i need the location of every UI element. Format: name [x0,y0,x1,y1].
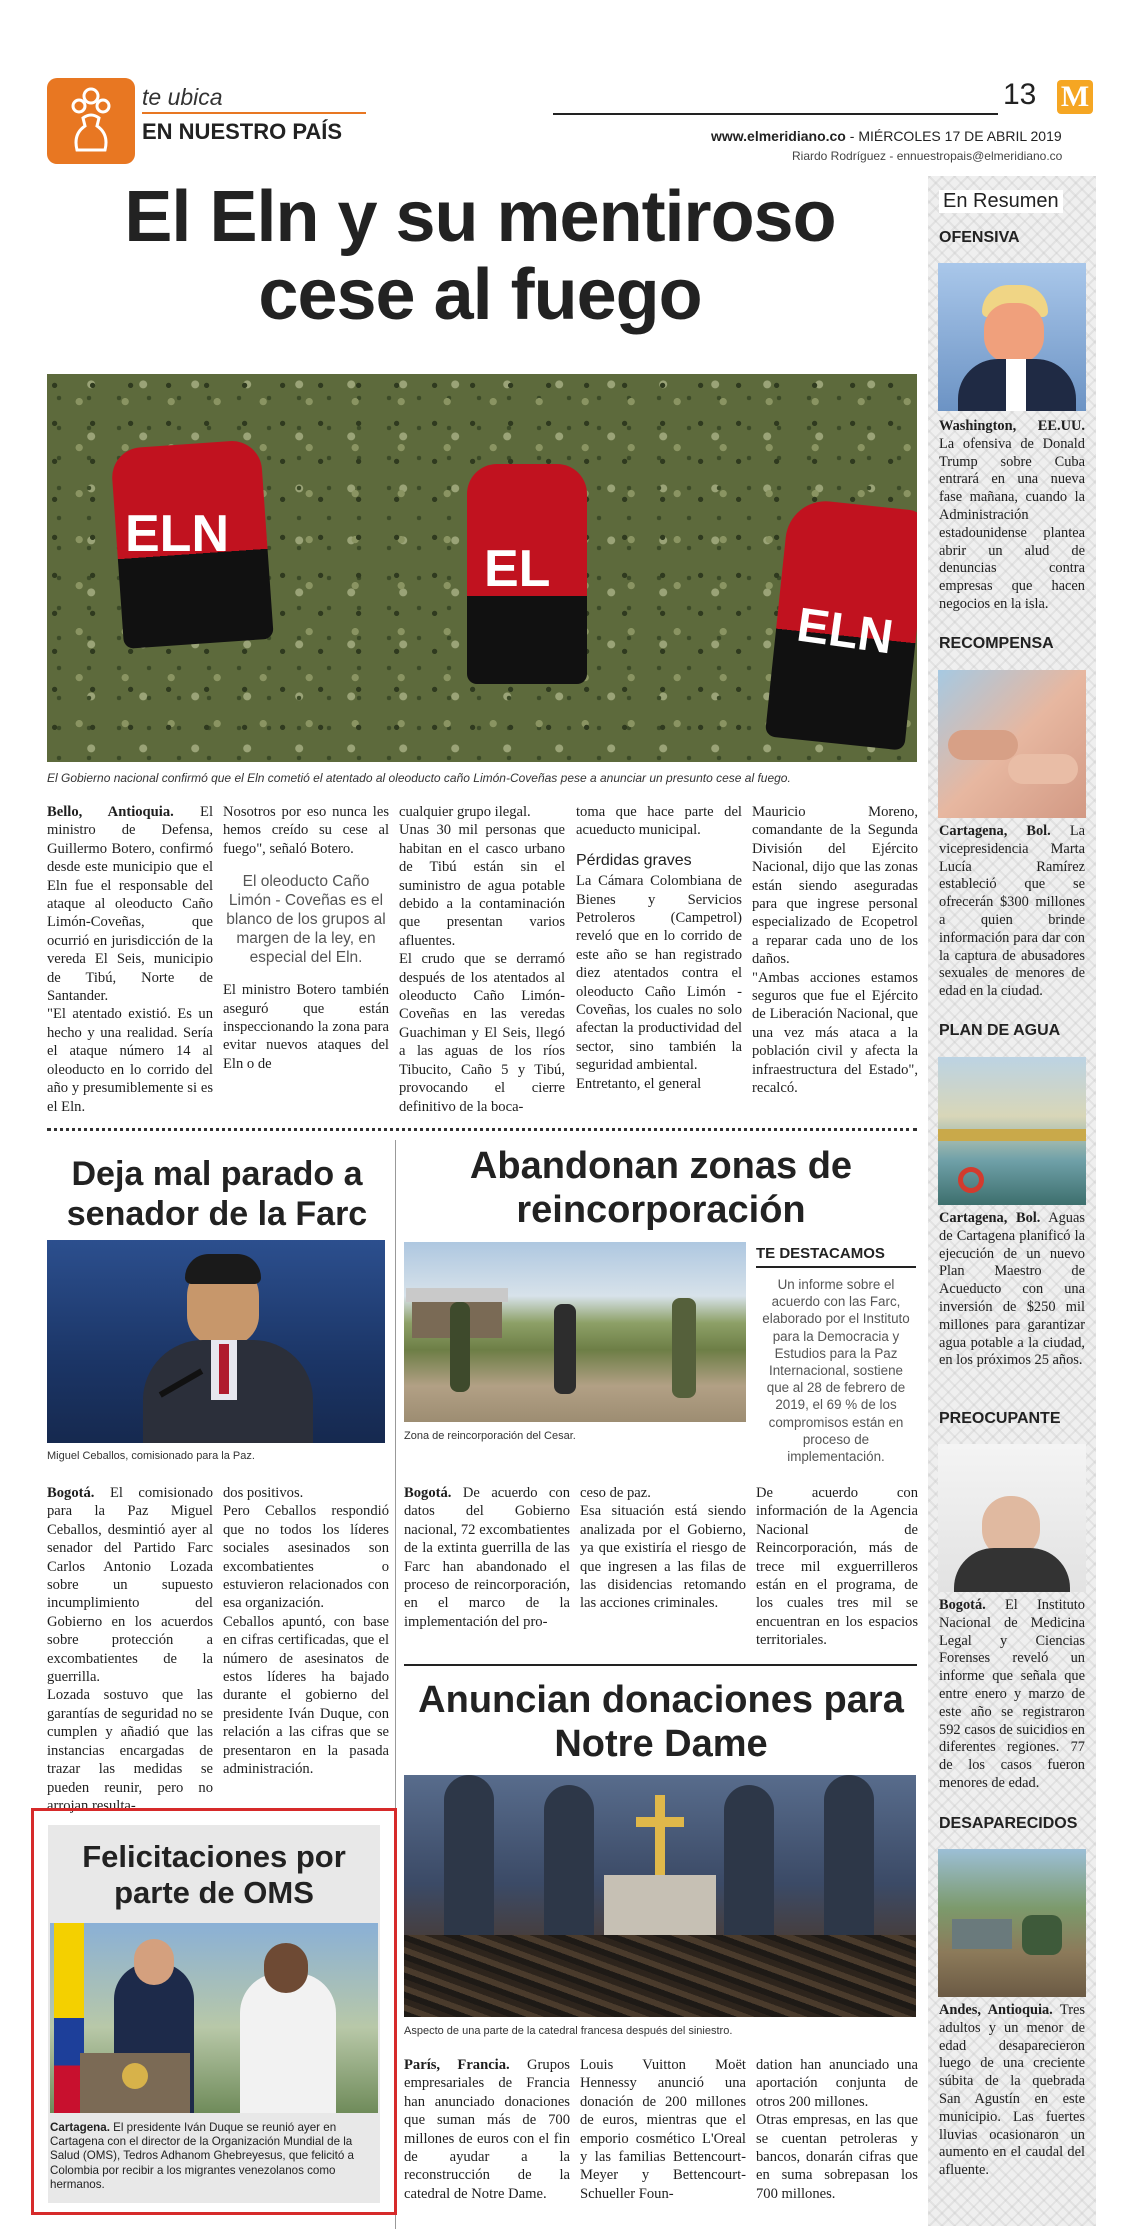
destacamos-title: TE DESTACAMOS [756,1245,885,1262]
duque-head [134,1939,174,1985]
sidebar-heading-ofensiva: OFENSIVA [939,229,1020,246]
trump-face [984,303,1044,363]
main-col-4-p3: Entretanto, el general [576,1075,702,1092]
senador-col-2-p1: dos positivos. [223,1485,304,1501]
sidebar-photo-trump [938,263,1086,411]
main-col-3-p1: cualquier grupo ilegal. [399,804,531,820]
sidebar-text-plan-agua [939,1210,1085,1370]
notre-photo-caption: Aspecto de una parte de la catedral francesa después del siniestro. [404,2025,733,2037]
section-title: EN NUESTRO PAÍS [142,119,343,144]
sidebar-photo-despair [938,1444,1086,1592]
notre-headline: Anuncian donaciones para Notre Dame [418,1679,904,1765]
sidebar-text-desaparecidos [939,2002,1085,2180]
main-col-2-p1: Nosotros por eso nunca les hemos creído su cese al fuego", señaló Botero. [223,804,389,857]
oms-box [31,1808,397,2215]
sidebar-photo-flood [938,1849,1086,1997]
debris [404,1935,916,2017]
main-photo [47,374,917,762]
podium-seal [122,2063,148,2089]
senador-dateline: Bogotá. [47,1485,95,1501]
sidebar-heading-preocupante: PREOCUPANTE [939,1410,1061,1427]
vase-icon [47,78,135,164]
rescuers [1022,1915,1062,1955]
notre-col-1 [404,2056,570,2203]
section-divider [142,112,366,114]
sidebar-photo-water [938,1057,1086,1205]
oms-dateline: Cartagena. [50,2121,110,2134]
main-col-3-p3: El crudo que se derramó después de los atentados al oleoducto Caño Limón-Coveñas en las veredas Guachiman y El Seis, llegó a las aguas de los ríos Tibucito, Caño 5 y Tibú, provocando el cierre definitivo de la boca- [399,951,565,1115]
main-col-3-p2: Unas 30 mil personas que habitan en el casco urbano de Tibú están sin el suministro de agua potable debido a la contaminación que presentan varios afluentes. [399,822,565,949]
main-photo-caption: El Gobierno nacional confirmó que el Eln cometió el atentado al oleoducto caño Limón-Coveñas pese a anunciar un presunto cese al fuego. [47,771,791,785]
zonas-col-2-p1: ceso de paz. [580,1485,651,1501]
notre-col-1-p1 [404,2056,570,2203]
notre-photo [404,1775,916,2017]
section-divider-1 [47,1128,917,1131]
pipe [938,1129,1086,1141]
sidebar-title: En Resumen [939,190,1063,213]
main-headline [40,178,920,334]
sidebar-text-ofensiva [939,418,1085,614]
sidebar-dateline-recompensa: Cartagena, Bol. [939,823,1051,839]
sidebar-body-recompensa: La vicepresidencia Marta Lucía Ramírez estableció que se ofrecerán $300 millones a quien brinde información para dar con la captura de abusadores sexuales de menores de edad en la ciudad. [939,823,1085,1000]
senador-col-1-p2: Lozada sostuvo que las garantías de seguridad no se cumplen y añadió que las instancias encargadas de trazar las medidas se pueden reunir, pero no arrojan resulta- [47,1687,213,1814]
main-col-4-p2: La Cámara Colombiana de Bienes y Servicios Petroleros (Campetrol) reveló que en lo corrido de este año se han registrado diez atentados contra el oleoducto Caño Limón - Coveñas, los cuales no solo afectan la productividad del sector, sino también la seguridad ambiental. [576,873,742,1074]
person-3 [672,1298,696,1398]
notre-col-3 [756,2056,918,2203]
notre-col-3-p1: dation han anunciado una aportación conjunta de otros 200 millones. [756,2057,918,2110]
notre-col-3-p2: Otras empresas, en las que se cuentan petroleras y bancos, donarán cifras que en suma sobrepasan los 700 millones. [756,2112,918,2202]
sidebar-heading-desaparecidos: DESAPARECIDOS [939,1815,1078,1832]
rescue-truck [952,1919,1012,1949]
sidebar-text-preocupante [939,1597,1085,1793]
main-col-5 [752,803,918,1098]
speaker-hair [185,1254,261,1284]
main-col-2-p2: El ministro Botero también aseguró que están inspeccionando la zona para evitar nuevos ataques del Eln o de [223,982,389,1072]
senador-col-2-p3: Ceballos apuntó, con base en cifras certificadas, que el número de asesinatos de estos líderes ha bajado durante el gobierno del presidente Iván Duque, con relación a las cifras que se presentaron en la pasada administración. [223,1613,389,1778]
sidebar-heading-recompensa: RECOMPENSA [939,635,1054,652]
oms-caption-text: El presidente Iván Duque se reunió ayer en Cartagena con el director de la Organización Mundial de la Salud (OMS), Tedros Adhanom Ghebreyesus, que felicitó a Colombia por recibir a los migrantes venezolanos como hermanos. [50,2121,354,2191]
senador-headline: Deja mal parado a senador de la Farc [66,1155,368,1233]
senador-photo [47,1240,385,1443]
main-headline-line2: cese al fuego [258,255,702,335]
main-col-2 [223,803,389,1073]
despair-body [954,1548,1070,1592]
byline: Riardo Rodríguez - ennuestropais@elmeridiano.co [792,149,1063,163]
arch-right [824,1775,874,1955]
sidebar-dateline-ofensiva: Washington, EE.UU. [939,418,1085,434]
sidebar-dateline-plan-agua: Cartagena, Bol. [939,1210,1041,1226]
sidebar-body-plan-agua: Aguas de Cartagena planificó la ejecución de un nuevo Plan Maestro de Acueducto con una inversión de $250 mil millones para garantizar agua potable a la ciudad, en los próximos 25 años. [939,1210,1085,1369]
main-col-1 [47,803,213,1116]
page-number: 13 [1003,78,1037,111]
zonas-col-2 [580,1484,746,1613]
main-headline-line1: El Eln y su mentiroso [124,177,836,257]
section-kicker: te ubica [142,84,223,110]
zonas-headline: Abandonan zonas de reincorporación [469,1145,853,1231]
notre-col-2 [580,2056,746,2203]
destacamos-rule [756,1266,916,1268]
senador-col-2-p2: Pero Ceballos respondió que no todos los líderes sociales asesinados son excombatientes o estuvieron relacionados con esa organización. [223,1503,389,1612]
notre-col-1-text: Grupos empresariales de Francia han anunciado donaciones que suman más de 700 millones de euros con el fin de ayudar a la reconstrucción de la catedral de Notre Dame. [404,2057,570,2202]
hand-right [1008,754,1078,784]
altar-cross-horizontal [636,1817,684,1827]
section-divider-2 [404,1664,917,1666]
destacamos-text: Un informe sobre el acuerdo con las Farc, elaborado por el Instituto para la Democracia y Estudios para la Paz Internacional, sostiene que al 28 de febrero de 2019, el 69 % de los compromisos están en proceso de implementación. [762,1277,910,1465]
main-col-4-p1: toma que hace parte del acueducto municipal. [576,804,742,839]
issue-date: MIÉRCOLES 17 DE ABRIL 2019 [858,128,1062,144]
hand-left [948,730,1018,760]
altar [604,1875,716,1935]
header-dateline [711,128,1062,144]
section-logo [47,78,135,164]
main-col-5-p1: Mauricio Moreno, comandante de la Segunda División del Ejército Nacional, dijo que las zonas están siendo aseguradas para que ingrese personal especializado de Ecopetrol a reparar cada uno de los daños. [752,804,918,968]
sidebar-photo-hands [938,670,1086,818]
hut-roof [406,1288,508,1302]
altar-cross-vertical [655,1795,665,1875]
trump-shirt [1006,359,1026,411]
tedros-head [264,1943,308,1993]
sidebar-dateline-desaparecidos: Andes, Antioquia. [939,2002,1053,2018]
zonas-col-3-p1: De acuerdo con información de la Agencia Nacional de Reincorporación, más de trece mil exguerrilleros están en el programa, de los cuales tres mil se encuentran en los espacios territoriales. [756,1485,918,1649]
arch-center-left [544,1785,594,1955]
main-col-1-p2: "El atentado existió. Es un hecho y una realidad. Sería el ataque número 14 al oleoducto en lo corrido del año y presumiblemente si es el Eln. [47,1006,213,1115]
main-subhead: Pérdidas graves [576,851,692,869]
senador-col-1 [47,1484,213,1815]
main-col-5-p2: "Ambas acciones estamos seguros que fue el Ejército de Liberación Nacional, que una vez más ataca a la población civil y afecta la infraestructura del Estado", recalcó. [752,969,918,1097]
sidebar-body-desaparecidos: Tres adultos y un menor de edad desaparecieron luego de una creciente súbita de la quebrada San Agustín en este municipio. Las fuertes lluvias ocasionaron un aumento en el caudal del afluente. [939,2002,1085,2179]
senador-col-1-p1 [47,1484,213,1686]
person-1 [450,1302,470,1392]
sidebar-heading-plan-agua: PLAN DE AGUA [939,1022,1061,1039]
zonas-dateline: Bogotá. [404,1485,452,1501]
main-col-1-text: El ministro de Defensa, Guillermo Botero, confirmó desde este municipio que el Eln fue el responsable del ataque al oleoducto Caño Limón-Coveñas, que ocurrió en jurisdicción de la vereda El Seis, municipio de Tibú, Norte de Santander. [47,804,213,1005]
main-col-1-p1 [47,803,213,1005]
person-2 [554,1304,576,1394]
zonas-photo [404,1242,746,1422]
sidebar-text-recompensa [939,823,1085,1001]
tedros-figure [240,1973,336,2113]
zonas-col-1 [404,1484,570,1631]
zonas-col-1-text: De acuerdo con datos del Gobierno nacional, 72 excombatientes de la extinta guerrilla de las Farc han abandonado el proceso de reincorporación, en el marco de la implementación del pro- [404,1485,570,1630]
valve [958,1167,984,1193]
oms-headline: Felicitaciones por parte de OMS [82,1839,346,1910]
main-col-4 [576,803,742,1093]
zonas-photo-caption: Zona de reincorporación del Cesar. [404,1430,576,1442]
armband-right-label: ELN [793,598,897,665]
armband-left-label: ELN [125,505,229,563]
oms-caption [50,2121,378,2192]
notre-col-2-p1: Louis Vuitton Moët Hennessy anunció una donación de 200 millones de euros, mientras que el emporio cosmético L'Oreal y las familias Bettencourt-Meyer y Bettencourt-Schueller Foun- [580,2057,746,2202]
oms-photo [50,1923,378,2113]
arch-center-right [724,1785,774,1955]
sidebar-dateline-preocupante: Bogotá. [939,1597,986,1613]
brand-logo: M [1057,80,1093,114]
zonas-col-3 [756,1484,918,1650]
armband-center-label: EL [484,540,551,598]
speaker-tie [219,1344,229,1394]
sidebar-body-ofensiva: La ofensiva de Donald Trump sobre Cuba entrará en una nueva fase mañana, cuando la Administración estadounidense plantea abrir un alud de denuncias contra empresas que hacen negocios en la isla. [939,435,1085,612]
senador-col-1-text: El comisionado para la Paz Miguel Ceballos, desmintió ayer al senador del Partido Farc Carlos Antonio Lozada sobre un supuesto incumplimiento del Gobierno en los acuerdos sobre protección a excombatientes de la guerrilla. [47,1485,213,1686]
site-url[interactable]: www.elmeridiano.co [711,128,846,144]
header-rule [553,113,998,115]
sidebar-body-preocupante: El Instituto Nacional de Medicina Legal y Ciencias Forenses reveló un informe que señala que entre enero y marzo de este año se registraron 592 casos de suicidios en diferentes regiones. 77 de los casos fueron menores de edad. [939,1597,1085,1791]
senador-col-2 [223,1484,389,1779]
main-dateline: Bello, Antioquia. [47,804,174,820]
main-col-3 [399,803,565,1116]
senador-photo-caption: Miguel Ceballos, comisionado para la Paz. [47,1450,255,1462]
zonas-col-2-p2: Esa situación está siendo analizada por el Gobierno, ya que existiría el riesgo de que ingresen a las filas de las disidencias retomando las acciones criminales. [580,1503,746,1612]
main-pullquote: El oleoducto Caño Limón - Coveñas es el blanco de los grupos al margen de la ley, en especial del Eln. [226,873,386,967]
arch-left [444,1775,494,1955]
zonas-col-1-p1 [404,1484,570,1631]
notre-dateline: París, Francia. [404,2057,510,2073]
dateline-sep: - [849,128,859,144]
